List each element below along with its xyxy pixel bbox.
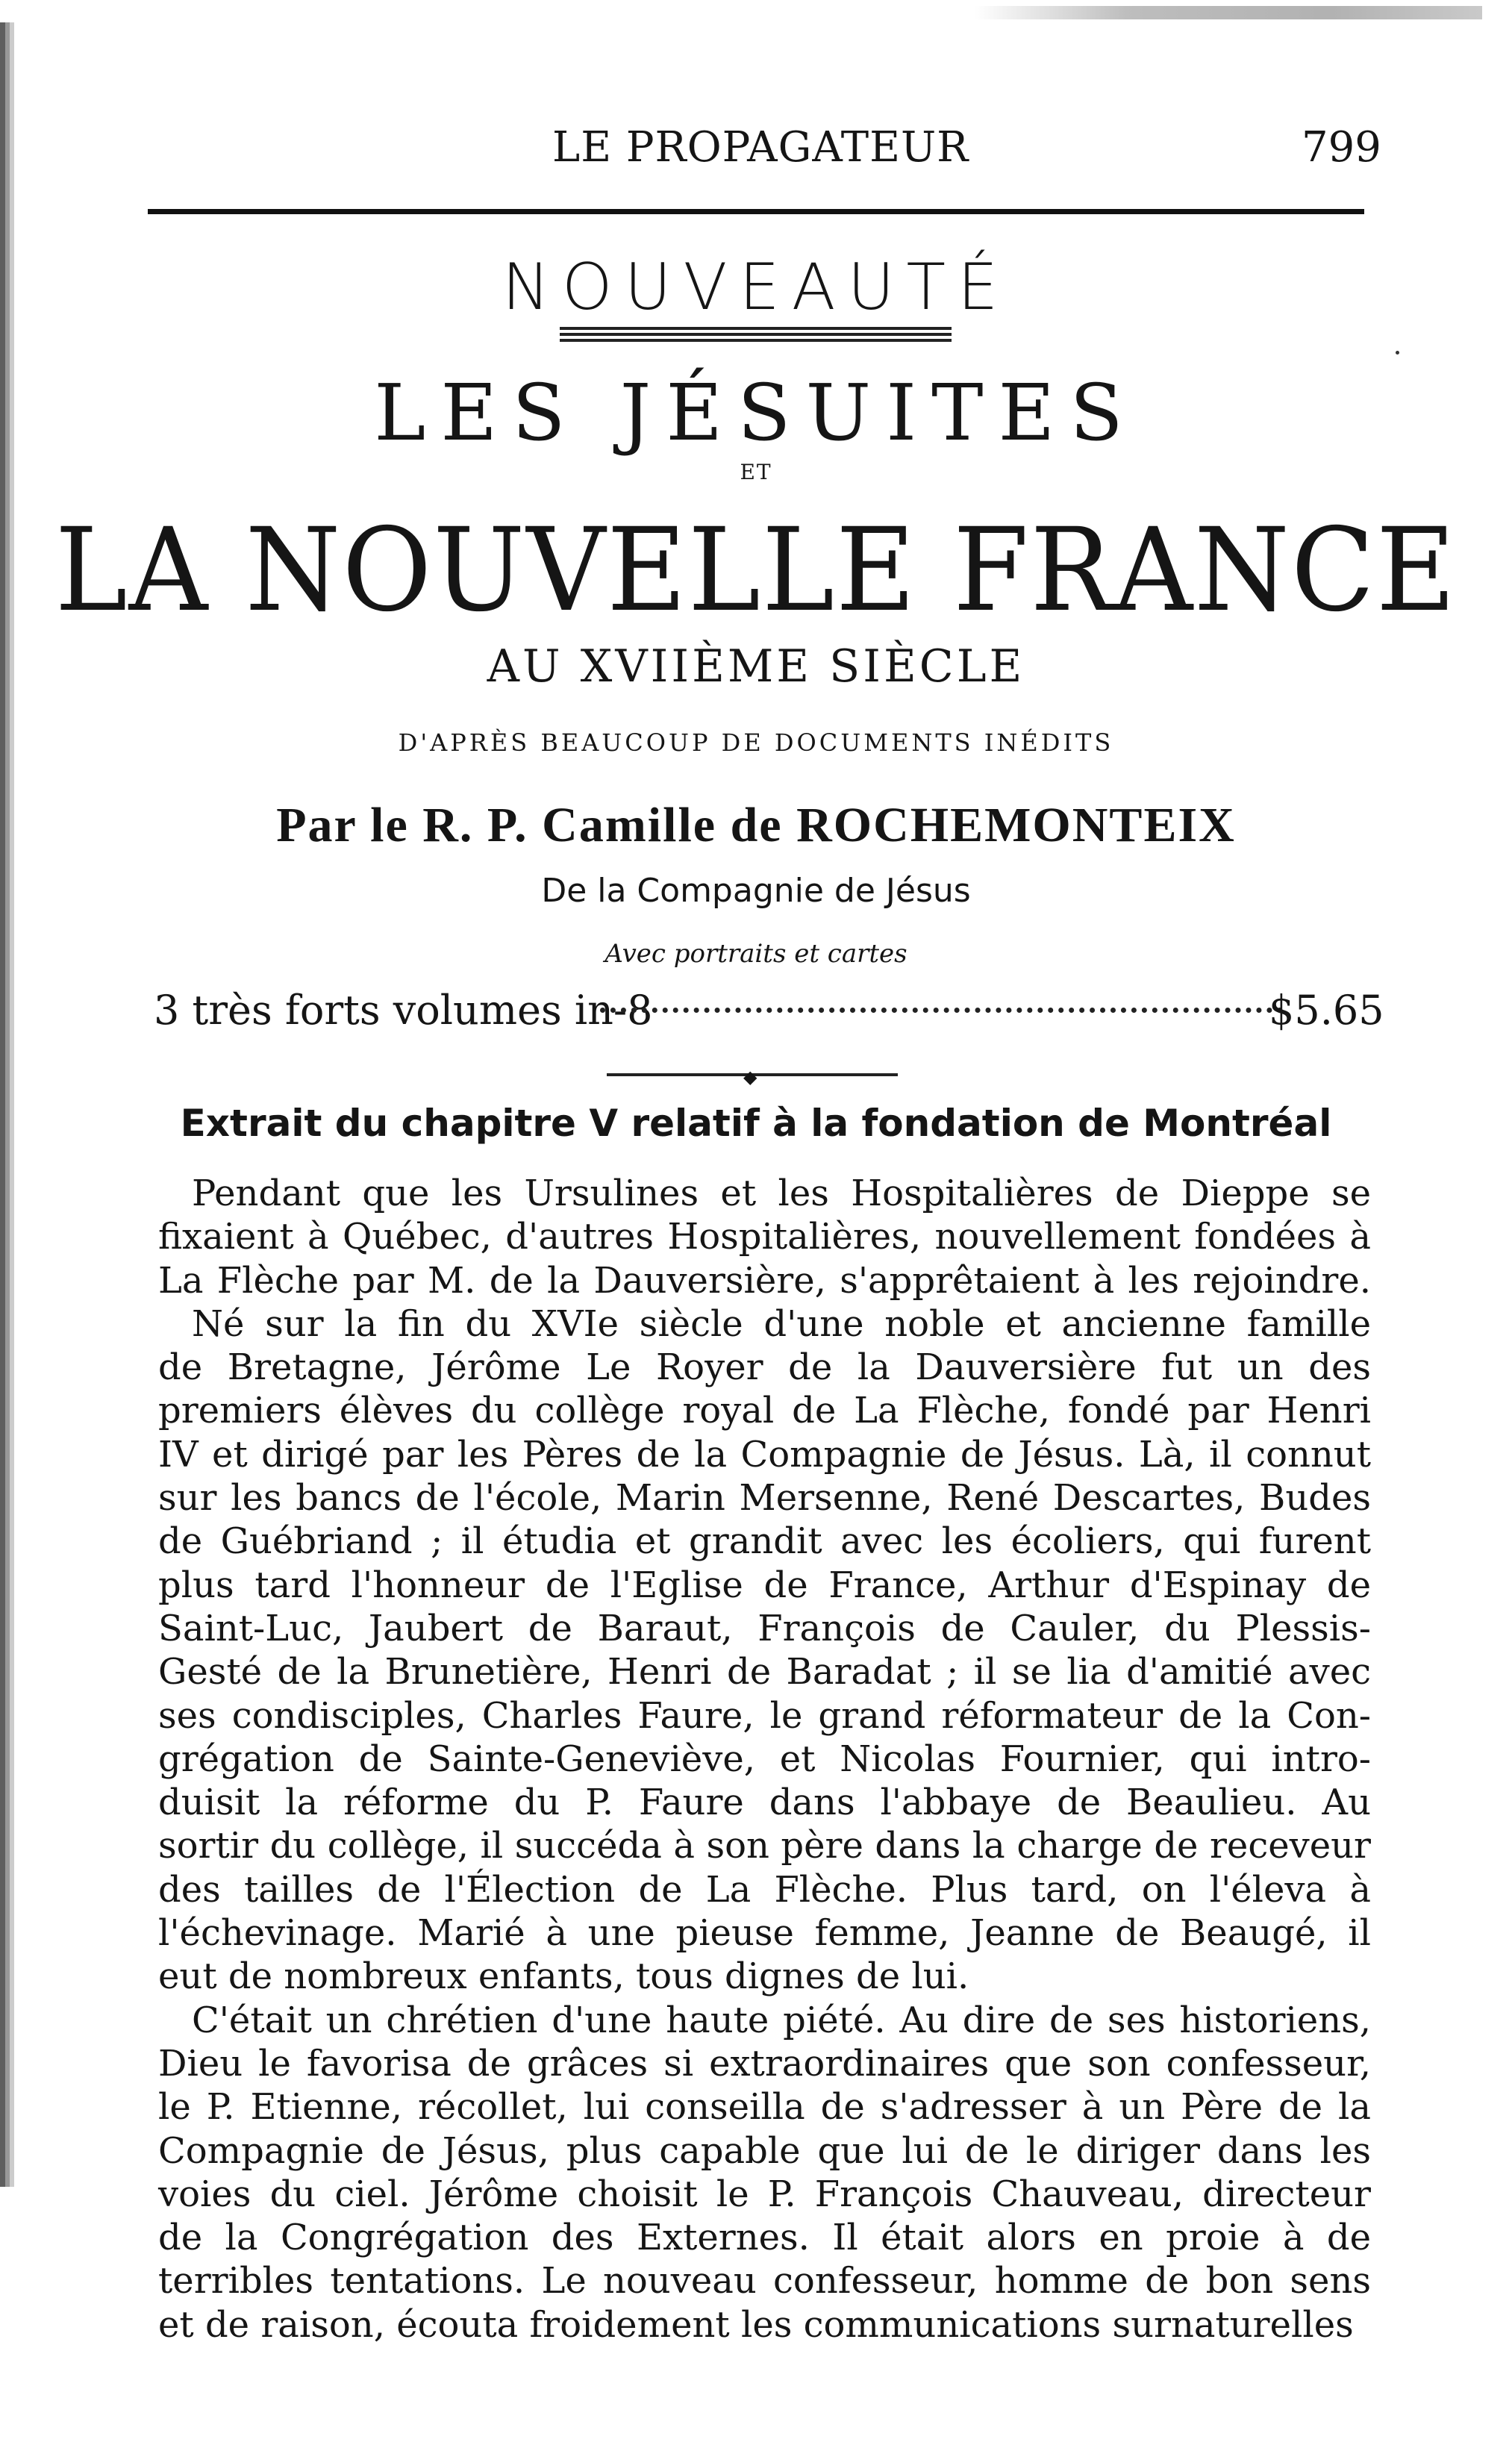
book-illustrations-note: Avec portraits et cartes	[605, 939, 907, 969]
extract-line: Gesté de la Brunetière, Henri de Baradat ; il se lia d'amitié avec	[158, 1651, 1371, 1693]
extract-line: Saint-Luc, Jaubert de Baraut, François de Cauler, du Plessis-	[158, 1607, 1371, 1649]
book-author: Par le R. P. Camille de ROCHEMONTEIX	[276, 798, 1236, 852]
advertisement-heading: NOUVEAUTÉ	[502, 250, 1010, 325]
book-title-connector: ET	[740, 460, 772, 484]
extract-line: Né sur la fin du XVIe siècle d'une noble et ancienne famille	[192, 1302, 1371, 1345]
extract-line: fixaient à Québec, d'autres Hospitalières, nouvellement fondées à	[158, 1216, 1371, 1258]
extract-line: ses condisciples, Charles Faure, le grand réformateur de la Con-	[158, 1694, 1371, 1737]
extract-line: IV et dirigé par les Pères de la Compagnie de Jésus. Là, il connut	[158, 1433, 1371, 1476]
extract-line: le P. Etienne, récollet, lui conseilla de s'adresser à un Père de la	[158, 2086, 1371, 2129]
divider-ornament: ◆	[743, 1067, 757, 1087]
extract-line: eut de nombreux enfants, tous dignes de lui.	[158, 1955, 969, 1998]
scan-speck	[1396, 351, 1399, 355]
heading-rule	[560, 327, 952, 330]
volume-description: 3 très forts volumes in-8	[154, 987, 653, 1034]
running-head: LE PROPAGATEUR	[552, 123, 969, 172]
extract-line: et de raison, écouta froidement les communications surnaturelles	[158, 2303, 1354, 2346]
book-subtitle: D'APRÈS BEAUCOUP DE DOCUMENTS INÉDITS	[398, 728, 1114, 757]
extract-body	[158, 1172, 1371, 2347]
extract-line: La Flèche par M. de la Dauversière, s'apprêtaient à les rejoindre.	[158, 1259, 1371, 1302]
book-title-line-1: LES JÉSUITES	[374, 367, 1138, 458]
scan-noise-top	[975, 6, 1482, 19]
book-century: AU XVIIÈME SIÈCLE	[487, 640, 1025, 693]
extract-line: Compagnie de Jésus, plus capable que lui de le diriger dans les	[158, 2129, 1371, 2172]
price-leader-dots	[600, 1008, 1283, 1013]
page-number: 799	[1302, 123, 1381, 172]
author-society: De la Compagnie de Jésus	[541, 872, 971, 910]
extract-line: C'était un chrétien d'une haute piété. Au dire de ses historiens,	[192, 1999, 1371, 2041]
extract-line: terribles tentations. Le nouveau confesseur, homme de bon sens	[158, 2260, 1371, 2302]
extract-line: plus tard l'honneur de l'Eglise de France, Arthur d'Espinay de	[158, 1564, 1371, 1606]
extract-line: l'échevinage. Marié à une pieuse femme, Jeanne de Beaugé, il	[158, 1912, 1371, 1955]
extract-line: duisit la réforme du P. Faure dans l'abbaye de Beaulieu. Au	[158, 1782, 1371, 1824]
extract-line: sortir du collège, il succéda à son père dans la charge de receveur	[158, 1825, 1371, 1867]
extract-title: Extrait du chapitre V relatif à la fondation de Montréal	[180, 1102, 1332, 1145]
book-title-line-2: LA NOUVELLE FRANCE	[54, 504, 1458, 637]
extract-line: de Guébriand ; il étudia et grandit avec les écoliers, qui furent	[158, 1520, 1371, 1563]
extract-line: Dieu le favorisa de grâces si extraordinaires que son confesseur,	[158, 2042, 1371, 2085]
extract-line: de la Congrégation des Externes. Il était alors en proie à de	[158, 2217, 1371, 2259]
extract-line: de Bretagne, Jérôme Le Royer de la Dauversière fut un des	[158, 1346, 1371, 1389]
extract-line: grégation de Sainte-Geneviève, et Nicolas Fournier, qui intro-	[158, 1738, 1371, 1780]
extract-line: des tailles de l'Élection de La Flèche. Plus tard, on l'éleva à	[158, 1868, 1371, 1911]
book-price: $5.65	[1269, 987, 1384, 1034]
extract-line: voies du ciel. Jérôme choisit le P. François Chauveau, directeur	[158, 2173, 1371, 2215]
extract-line: sur les bancs de l'école, Marin Mersenne, René Descartes, Budes	[158, 1477, 1371, 1520]
extract-line: Pendant que les Ursulines et les Hospitalières de Dieppe se	[192, 1173, 1371, 1214]
header-rule	[148, 209, 1364, 214]
extract-line: premiers élèves du collège royal de La Flèche, fondé par Henri	[158, 1390, 1371, 1432]
